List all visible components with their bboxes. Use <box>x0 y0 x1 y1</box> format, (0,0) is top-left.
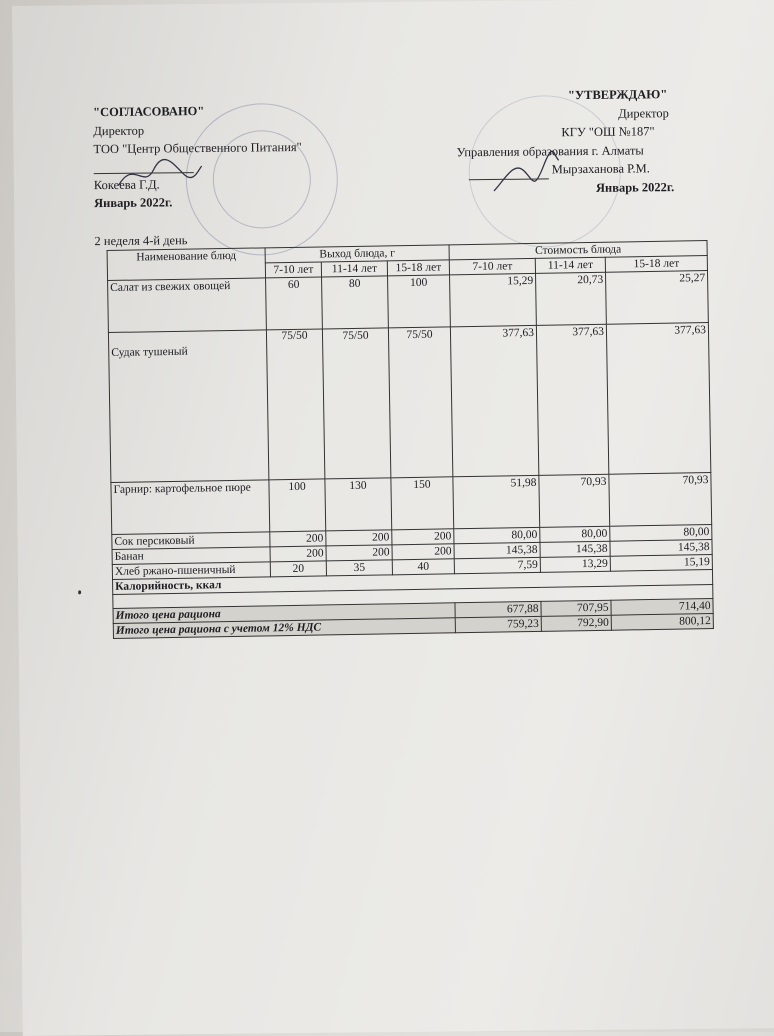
cost-cell: 377,63 <box>536 324 608 475</box>
cost-cell: 15,29 <box>450 273 537 326</box>
right-position: Директор <box>618 106 669 121</box>
yield-cell: 100 <box>269 479 326 532</box>
left-date: Январь 2022г. <box>93 195 173 211</box>
header-age: 11-14 лет <box>321 261 387 277</box>
left-org: ТОО "Центр Общественного Питания" <box>93 139 302 157</box>
yield-cell: 200 <box>392 529 454 545</box>
dish-name: Салат из свежих овощей <box>108 278 267 333</box>
cost-cell: 80,00 <box>610 525 712 542</box>
yield-cell: 60 <box>266 277 323 330</box>
cost-cell: 70,93 <box>539 474 610 527</box>
left-position: Директор <box>93 123 145 139</box>
yield-cell: 200 <box>392 544 454 560</box>
total-vat-cell: 759,23 <box>455 616 541 632</box>
day-label: 2 неделя 4-й день <box>94 233 188 249</box>
yield-cell: 200 <box>270 531 326 547</box>
yield-cell: 200 <box>326 545 392 561</box>
total-cell: 714,40 <box>611 599 713 616</box>
right-date: Январь 2022г. <box>595 180 675 195</box>
cost-cell: 25,27 <box>606 271 709 325</box>
yield-cell: 20 <box>270 561 326 577</box>
total-cell: 707,95 <box>541 600 611 616</box>
yield-cell: 150 <box>391 477 454 530</box>
cost-cell: 80,00 <box>540 526 610 542</box>
cost-cell: 70,93 <box>609 473 712 527</box>
header-age: 11-14 лет <box>535 257 605 273</box>
document-page <box>12 0 774 1036</box>
header-age: 15-18 лет <box>605 256 707 273</box>
total-vat-cell: 792,90 <box>541 615 611 631</box>
yield-cell: 35 <box>326 560 392 576</box>
total-cell: 677,88 <box>455 601 541 617</box>
cost-cell: 20,73 <box>536 272 607 325</box>
header-age: 7-10 лет <box>449 258 535 274</box>
calories-label: Калорийность, ккал <box>113 570 713 595</box>
dish-name: Сок персиковый <box>112 532 270 550</box>
yield-cell: 100 <box>388 275 451 328</box>
cost-cell: 13,29 <box>540 556 610 572</box>
header-dish-name: Наименование блюд <box>107 248 265 281</box>
header-age: 15-18 лет <box>387 260 449 276</box>
cost-cell: 80,00 <box>454 527 540 543</box>
yield-cell: 200 <box>270 546 326 562</box>
cost-cell: 377,63 <box>606 323 710 475</box>
yield-cell: 40 <box>392 559 454 575</box>
dish-name: Гарнир: картофельное пюре <box>111 480 270 535</box>
right-name: Мырзаханова Р.М. <box>551 161 650 177</box>
cost-cell: 377,63 <box>450 325 538 476</box>
approved-heading: "УТВЕРЖДАЮ" <box>567 87 668 103</box>
menu-table <box>107 240 714 639</box>
total-vat-label: Итого цена рациона с учетом 12% НДС <box>113 618 455 639</box>
header-cost: Стоимость блюда <box>449 241 707 260</box>
cost-cell: 145,38 <box>454 542 540 558</box>
agreed-heading: "СОГЛАСОВАНО" <box>93 103 205 120</box>
left-name: Кокеева Г.Д. <box>93 177 160 193</box>
cost-cell: 145,38 <box>610 540 712 557</box>
cost-cell: 15,19 <box>610 555 712 572</box>
dish-name: Судак тушеный <box>108 330 268 483</box>
right-org: КГУ "ОШ №187" <box>561 124 655 140</box>
total-label: Итого цена рациона <box>113 603 455 624</box>
yield-cell: 130 <box>325 478 392 531</box>
right-dept: Управления образования г. Алматы <box>456 143 644 160</box>
yield-cell: 75/50 <box>322 328 390 479</box>
dish-name: Хлеб ржано-пшеничный <box>112 562 270 580</box>
yield-cell: 80 <box>322 276 389 329</box>
table-row <box>108 323 710 483</box>
cost-cell: 7,59 <box>454 557 540 573</box>
cost-cell: 51,98 <box>453 475 540 528</box>
total-vat-cell: 800,12 <box>611 614 713 631</box>
cost-cell: 145,38 <box>540 541 610 557</box>
paper-mark <box>78 590 81 594</box>
yield-cell: 75/50 <box>266 329 324 480</box>
header-yield: Выход блюда, г <box>265 245 449 263</box>
dish-name: Банан <box>112 547 270 565</box>
yield-cell: 75/50 <box>388 327 452 478</box>
yield-cell: 200 <box>326 530 392 546</box>
header-age: 7-10 лет <box>265 262 321 278</box>
